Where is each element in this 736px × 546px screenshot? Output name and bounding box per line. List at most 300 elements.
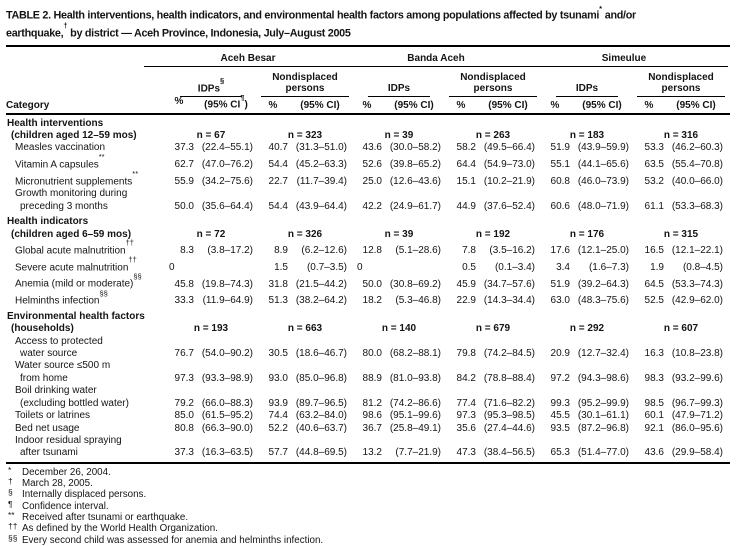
ci-cell: (48.3–75.6) bbox=[577, 295, 629, 307]
data-cell bbox=[164, 423, 258, 435]
pct-cell: 16.3 bbox=[644, 348, 664, 360]
row-label bbox=[6, 435, 164, 460]
ci-cell: (34.7–57.6) bbox=[483, 278, 535, 290]
data-cell bbox=[634, 410, 728, 422]
pct-cell: 16.5 bbox=[644, 245, 664, 257]
ci-cell: (44.8–69.5) bbox=[295, 447, 347, 459]
section-row bbox=[6, 311, 730, 336]
table-row bbox=[6, 360, 730, 385]
measure-header-cell bbox=[258, 100, 352, 111]
pct-cell: 45.5 bbox=[550, 410, 570, 422]
data-cell bbox=[634, 159, 728, 171]
table-row bbox=[6, 336, 730, 361]
measure-header-cell bbox=[352, 100, 446, 111]
data-cell bbox=[258, 398, 352, 410]
pct-cell: 84.2 bbox=[456, 372, 476, 384]
ci-cell: (93.2–99.6) bbox=[671, 372, 723, 384]
pct-cell: 47.3 bbox=[456, 447, 476, 459]
ci-cell: (94.3–98.6) bbox=[577, 372, 629, 384]
pct-cell: 43.6 bbox=[644, 447, 664, 459]
footnote-symbol: §§ bbox=[8, 532, 18, 543]
pct-cell: 25.0 bbox=[362, 175, 382, 187]
percent-header: % bbox=[268, 99, 278, 111]
section-title: Environmental health factors bbox=[7, 310, 145, 322]
pct-cell: 30.5 bbox=[268, 348, 288, 360]
data-cell bbox=[540, 176, 634, 188]
ci-cell: (35.6–64.4) bbox=[201, 200, 253, 212]
pct-cell: 97.3 bbox=[456, 410, 476, 422]
percent-header: % bbox=[174, 96, 184, 108]
data-cell bbox=[634, 348, 728, 360]
row-label bbox=[6, 423, 164, 435]
row-label-line: after tsunami bbox=[20, 447, 78, 459]
data-cell bbox=[446, 410, 540, 422]
row-label-line: from home bbox=[20, 372, 68, 384]
ci-cell: (85.0–96.8) bbox=[295, 372, 347, 384]
section-title: Health interventions bbox=[7, 117, 104, 129]
data-cell bbox=[352, 373, 446, 385]
sample-size-cell: n = 679 bbox=[475, 323, 511, 335]
pct-cell: 76.7 bbox=[174, 348, 194, 360]
pct-cell: 53.2 bbox=[644, 175, 664, 187]
pct-cell: 35.6 bbox=[456, 422, 476, 434]
table-row bbox=[6, 410, 730, 422]
data-cell bbox=[634, 142, 728, 154]
ci-cell: (46.0–73.9) bbox=[577, 175, 629, 187]
category-column-label: Category bbox=[6, 99, 50, 111]
ci-cell: (89.7–96.5) bbox=[295, 397, 347, 409]
pct-cell: 55.9 bbox=[174, 175, 194, 187]
pct-cell: 63.0 bbox=[550, 295, 570, 307]
section-heading bbox=[6, 118, 164, 143]
pct-cell: 50.0 bbox=[174, 200, 194, 212]
data-cell bbox=[540, 201, 634, 213]
pct-cell: 8.9 bbox=[274, 245, 288, 257]
ci-cell: (14.3–34.4) bbox=[483, 295, 535, 307]
pct-cell: 65.3 bbox=[550, 447, 570, 459]
ci-cell bbox=[194, 262, 258, 274]
data-cell bbox=[352, 201, 446, 213]
data-cell bbox=[258, 262, 352, 274]
ci-cell bbox=[382, 262, 446, 274]
row-label bbox=[6, 188, 164, 213]
row-label-line: Measles vaccination bbox=[15, 142, 106, 154]
ci-cell: (87.2–96.8) bbox=[577, 422, 629, 434]
data-cell bbox=[352, 142, 446, 154]
footnote-marker: §§ bbox=[99, 288, 108, 298]
data-cell bbox=[446, 423, 540, 435]
ci-cell: (40.6–63.7) bbox=[295, 422, 347, 434]
pct-cell: 61.1 bbox=[644, 200, 664, 212]
footnote-line bbox=[8, 509, 730, 523]
pct-cell: 93.5 bbox=[550, 422, 570, 434]
data-cell bbox=[446, 262, 540, 274]
pct-cell: 1.9 bbox=[650, 261, 664, 273]
data-cell bbox=[634, 295, 728, 307]
data-cell bbox=[258, 279, 352, 291]
group-header-simeulue: Simeulue bbox=[520, 47, 728, 67]
pct-cell: 50.0 bbox=[362, 278, 382, 290]
data-cell bbox=[352, 279, 446, 291]
footnote-marker-section: § bbox=[220, 76, 225, 86]
data-cell bbox=[446, 447, 540, 459]
data-cell bbox=[164, 201, 258, 213]
pct-cell: 63.5 bbox=[644, 159, 664, 171]
sample-size-cell: n = 140 bbox=[381, 323, 417, 335]
ci-cell: (93.3–98.9) bbox=[201, 372, 253, 384]
ci-cell: (10.8–23.8) bbox=[671, 348, 723, 360]
ci-cell: (51.4–77.0) bbox=[577, 447, 629, 459]
data-cell bbox=[352, 447, 446, 459]
sample-size-cell: n = 176 bbox=[569, 228, 605, 240]
pct-cell: 62.7 bbox=[174, 159, 194, 171]
ci-cell: (3.5–16.2) bbox=[489, 245, 535, 257]
sample-size-cell: n = 607 bbox=[663, 323, 699, 335]
ci-cell: (0.1–3.4) bbox=[494, 261, 535, 273]
pct-cell: 99.3 bbox=[550, 397, 570, 409]
data-cell bbox=[258, 447, 352, 459]
ci-header: (95% CI) bbox=[300, 99, 340, 111]
data-cell bbox=[446, 279, 540, 291]
title-text: TABLE 2. Health interventions, health indicators, and environmental health factors among populations affected by tsunami bbox=[6, 9, 600, 22]
ci-cell: (12.1–25.0) bbox=[577, 245, 629, 257]
ci-cell: (47.0–76.2) bbox=[201, 159, 253, 171]
pct-cell: 54.4 bbox=[268, 159, 288, 171]
data-cell bbox=[164, 348, 258, 360]
data-cell bbox=[258, 201, 352, 213]
pct-cell: 31.8 bbox=[268, 278, 288, 290]
footnotes bbox=[6, 464, 730, 546]
ci-cell: (31.3–51.0) bbox=[295, 142, 347, 154]
percent-header: % bbox=[362, 99, 372, 111]
data-cell bbox=[164, 262, 258, 274]
footnote-marker: †† bbox=[128, 255, 137, 265]
section-row bbox=[6, 118, 730, 143]
ci-cell: (24.9–61.7) bbox=[389, 200, 441, 212]
percent-header: % bbox=[550, 99, 560, 111]
ci-cell: (96.7–99.3) bbox=[671, 397, 723, 409]
population-subheader-row bbox=[6, 67, 730, 97]
data-cell bbox=[446, 142, 540, 154]
pct-cell: 8.3 bbox=[180, 245, 194, 257]
table-row bbox=[6, 385, 730, 410]
table-row bbox=[6, 255, 730, 275]
pct-cell: 18.2 bbox=[362, 295, 382, 307]
row-label-line: Access to protected bbox=[15, 335, 103, 347]
pct-cell: 7.8 bbox=[462, 245, 476, 257]
footnote-text: Received after tsunami or earthquake. bbox=[22, 511, 189, 523]
pct-cell: 33.3 bbox=[174, 295, 194, 307]
sample-size-cell: n = 316 bbox=[663, 130, 699, 141]
ci-cell: (16.3–63.5) bbox=[201, 447, 253, 459]
ci-cell: (95.3–98.5) bbox=[483, 410, 535, 422]
table-row bbox=[6, 288, 730, 308]
pct-cell: 15.1 bbox=[456, 175, 476, 187]
footnote-marker: †† bbox=[125, 238, 134, 248]
row-label bbox=[6, 410, 164, 422]
pct-cell: 37.3 bbox=[174, 447, 194, 459]
pct-cell: 20.9 bbox=[550, 348, 570, 360]
data-cell bbox=[634, 398, 728, 410]
pct-cell: 98.6 bbox=[362, 410, 382, 422]
table-body bbox=[6, 118, 730, 460]
ci-cell: (30.0–58.2) bbox=[389, 142, 441, 154]
title-text: earthquake, bbox=[6, 27, 64, 40]
ci-cell: (49.5–66.4) bbox=[483, 142, 535, 154]
data-cell bbox=[258, 245, 352, 257]
data-cell bbox=[540, 295, 634, 307]
table-row bbox=[6, 142, 730, 154]
ci-cell: (12.6–43.6) bbox=[389, 175, 441, 187]
row-label-line: Helminths infection§§ bbox=[15, 288, 108, 307]
data-cell bbox=[352, 159, 446, 171]
row-label bbox=[6, 288, 164, 308]
sample-size-cell: n = 263 bbox=[475, 130, 511, 141]
ci-cell: (38.2–64.2) bbox=[295, 295, 347, 307]
data-cell bbox=[352, 348, 446, 360]
data-cell bbox=[540, 423, 634, 435]
footnote-symbol: ¶ bbox=[8, 498, 13, 509]
footnote-marker-star: * bbox=[599, 3, 603, 13]
pct-cell: 93.0 bbox=[268, 372, 288, 384]
data-cell bbox=[446, 295, 540, 307]
pct-cell: 0.5 bbox=[462, 261, 476, 273]
ci-cell: (0.8–4.5) bbox=[682, 261, 723, 273]
pct-cell: 92.1 bbox=[644, 422, 664, 434]
sample-size-cell: n = 39 bbox=[384, 130, 414, 141]
ci-cell: (53.3–74.3) bbox=[671, 278, 723, 290]
category-column-spacer bbox=[6, 47, 164, 67]
pct-cell: 81.2 bbox=[362, 397, 382, 409]
ci-cell: (19.8–74.3) bbox=[201, 278, 253, 290]
footnote-marker: ** bbox=[132, 169, 139, 179]
ci-cell: (44.1–65.6) bbox=[577, 159, 629, 171]
table-row bbox=[6, 169, 730, 189]
data-cell bbox=[164, 295, 258, 307]
ci-cell: (66.0–88.3) bbox=[201, 397, 253, 409]
sample-size-cell: n = 315 bbox=[663, 228, 699, 240]
section-subtitle: (children aged 12–59 mos) bbox=[11, 130, 137, 141]
group-header-banda-aceh: Banda Aceh bbox=[332, 47, 540, 67]
data-cell bbox=[258, 348, 352, 360]
district-group-header-row bbox=[6, 47, 730, 67]
row-label-line: preceding 3 months bbox=[20, 200, 108, 212]
section-subtitle: (households) bbox=[11, 323, 74, 335]
section-title: Health indicators bbox=[7, 216, 89, 228]
pct-cell: 0 bbox=[169, 261, 175, 273]
ci-cell: (48.0–71.9) bbox=[577, 200, 629, 212]
table-row bbox=[6, 152, 730, 172]
ci-cell: (86.0–95.6) bbox=[671, 422, 723, 434]
data-cell bbox=[540, 262, 634, 274]
data-cell bbox=[164, 398, 258, 410]
data-cell bbox=[258, 295, 352, 307]
row-label-line: (excluding bottled water) bbox=[20, 397, 129, 409]
row-label bbox=[6, 238, 164, 258]
pct-cell: 51.9 bbox=[550, 278, 570, 290]
header-divider bbox=[6, 113, 730, 115]
footnote-text: As defined by the World Health Organization. bbox=[22, 523, 218, 535]
ci-cell: (43.9–64.4) bbox=[295, 200, 347, 212]
data-cell bbox=[258, 159, 352, 171]
data-cell bbox=[634, 373, 728, 385]
pct-cell: 98.5 bbox=[644, 397, 664, 409]
footnote-marker: §§ bbox=[133, 271, 142, 281]
pct-cell: 54.4 bbox=[268, 200, 288, 212]
sample-size-cell: n = 292 bbox=[569, 323, 605, 335]
pct-cell: 93.9 bbox=[268, 397, 288, 409]
footnote-symbol: ** bbox=[8, 509, 15, 520]
data-cell bbox=[446, 159, 540, 171]
table-title bbox=[6, 5, 730, 41]
ci-header: (95% CI) bbox=[394, 99, 434, 111]
row-label-line: Severe acute malnutrition†† bbox=[15, 255, 137, 273]
pct-cell: 43.6 bbox=[362, 142, 382, 154]
ci-cell: (7.7–21.9) bbox=[395, 447, 441, 459]
ci-cell: (81.0–93.8) bbox=[389, 372, 441, 384]
pct-cell: 58.2 bbox=[456, 142, 476, 154]
table-row bbox=[6, 238, 730, 258]
data-cell bbox=[164, 410, 258, 422]
data-cell bbox=[446, 176, 540, 188]
pct-cell: 98.3 bbox=[644, 372, 664, 384]
data-cell bbox=[634, 262, 728, 274]
ci-header: (95% CI) bbox=[676, 99, 716, 111]
footnote-line bbox=[8, 498, 730, 512]
data-cell bbox=[352, 176, 446, 188]
data-cell bbox=[446, 201, 540, 213]
pct-cell: 3.4 bbox=[556, 261, 570, 273]
section-heading bbox=[6, 311, 164, 336]
data-cell bbox=[164, 176, 258, 188]
pct-cell: 85.0 bbox=[174, 410, 194, 422]
footnote-text: Confidence interval. bbox=[22, 500, 109, 512]
data-cell bbox=[258, 176, 352, 188]
pct-cell: 22.7 bbox=[268, 175, 288, 187]
subheader-idps: IDPs bbox=[352, 83, 446, 97]
pct-cell: 55.1 bbox=[550, 159, 570, 171]
data-cell bbox=[634, 279, 728, 291]
ci-cell: (11.7–39.4) bbox=[296, 175, 347, 187]
ci-cell: (61.5–95.2) bbox=[201, 410, 253, 422]
data-cell bbox=[634, 201, 728, 213]
ci-cell: (95.2–99.9) bbox=[577, 397, 629, 409]
ci-cell: (29.9–58.4) bbox=[671, 447, 723, 459]
pct-cell: 52.6 bbox=[362, 159, 382, 171]
pct-cell: 37.3 bbox=[174, 142, 194, 154]
row-label-line: Vitamin A capsules** bbox=[15, 152, 105, 171]
pct-cell: 0 bbox=[357, 261, 363, 273]
ci-cell: (42.9–62.0) bbox=[671, 295, 723, 307]
ci-cell: (21.5–44.2) bbox=[295, 278, 347, 290]
pct-cell: 97.2 bbox=[550, 372, 570, 384]
row-label-line: Toilets or latrines bbox=[15, 410, 91, 422]
data-cell bbox=[258, 423, 352, 435]
pct-cell: 88.9 bbox=[362, 372, 382, 384]
data-cell bbox=[446, 373, 540, 385]
row-label-line: Indoor residual spraying bbox=[15, 434, 122, 446]
pct-cell: 40.7 bbox=[268, 142, 288, 154]
data-cell bbox=[446, 348, 540, 360]
pct-cell: 22.9 bbox=[456, 295, 476, 307]
percent-header: % bbox=[644, 99, 654, 111]
title-text: and/or bbox=[602, 9, 636, 22]
row-label-line: Growth monitoring during bbox=[15, 188, 128, 200]
table-row bbox=[6, 435, 730, 460]
data-cell bbox=[540, 398, 634, 410]
table-row bbox=[6, 423, 730, 435]
data-cell bbox=[164, 447, 258, 459]
pct-cell: 44.9 bbox=[456, 200, 476, 212]
ci-cell: (10.2–21.9) bbox=[483, 175, 535, 187]
data-cell bbox=[446, 398, 540, 410]
subheader-idps: IDPs§ bbox=[164, 79, 258, 97]
pct-cell: 51.9 bbox=[550, 142, 570, 154]
data-cell bbox=[352, 423, 446, 435]
row-label-line: Anemia (mild or moderate)§§ bbox=[15, 271, 142, 290]
pct-cell: 12.8 bbox=[362, 245, 382, 257]
table-title-line-2 bbox=[6, 23, 730, 41]
measure-header-cell bbox=[164, 92, 258, 111]
pct-cell: 57.7 bbox=[268, 447, 288, 459]
footnote-line bbox=[8, 464, 730, 478]
footnote-line bbox=[8, 489, 730, 500]
pct-cell: 36.7 bbox=[362, 422, 382, 434]
sample-size-cell: n = 663 bbox=[287, 323, 323, 335]
pct-cell: 60.6 bbox=[550, 200, 570, 212]
section-heading bbox=[6, 216, 164, 241]
ci-cell: (95.1–99.6) bbox=[389, 410, 441, 422]
data-cell bbox=[446, 245, 540, 257]
pct-cell: 17.6 bbox=[550, 245, 570, 257]
data-cell bbox=[540, 142, 634, 154]
ci-cell: (40.0–66.0) bbox=[671, 175, 723, 187]
data-cell bbox=[258, 373, 352, 385]
data-cell bbox=[540, 348, 634, 360]
data-cell bbox=[164, 373, 258, 385]
row-label-line: Boil drinking water bbox=[15, 385, 97, 397]
data-cell bbox=[352, 410, 446, 422]
percent-header: % bbox=[456, 99, 466, 111]
pct-cell: 51.3 bbox=[268, 295, 288, 307]
ci-cell: (30.1–61.1) bbox=[577, 410, 629, 422]
ci-cell: (54.9–73.0) bbox=[483, 159, 535, 171]
pct-cell: 13.2 bbox=[362, 447, 382, 459]
ci-cell: (37.6–52.4) bbox=[483, 200, 535, 212]
footnote-symbol: * bbox=[8, 464, 12, 475]
data-cell bbox=[164, 159, 258, 171]
data-cell bbox=[164, 142, 258, 154]
row-label bbox=[6, 271, 164, 291]
ci-cell: (25.8–49.1) bbox=[389, 422, 441, 434]
footnote-marker: ** bbox=[98, 152, 105, 162]
sample-size-cell: n = 193 bbox=[193, 323, 229, 335]
pct-cell: 64.5 bbox=[644, 278, 664, 290]
ci-cell: (3.8–17.2) bbox=[207, 245, 253, 257]
footnote-marker-dagger: † bbox=[63, 21, 68, 31]
footnote-text: Every second child was assessed for anemia and helminths infection. bbox=[22, 534, 324, 546]
pct-cell: 53.3 bbox=[644, 142, 664, 154]
pct-cell: 79.2 bbox=[174, 397, 194, 409]
data-cell bbox=[540, 373, 634, 385]
ci-cell: (12.7–32.4) bbox=[577, 348, 629, 360]
ci-cell: (78.8–88.4) bbox=[483, 372, 535, 384]
row-label bbox=[6, 142, 164, 154]
row-label-line: Bed net usage bbox=[15, 422, 80, 434]
ci-cell: (47.9–71.2) bbox=[671, 410, 723, 422]
ci-header: (95% CI) bbox=[582, 99, 622, 111]
data-cell bbox=[540, 447, 634, 459]
